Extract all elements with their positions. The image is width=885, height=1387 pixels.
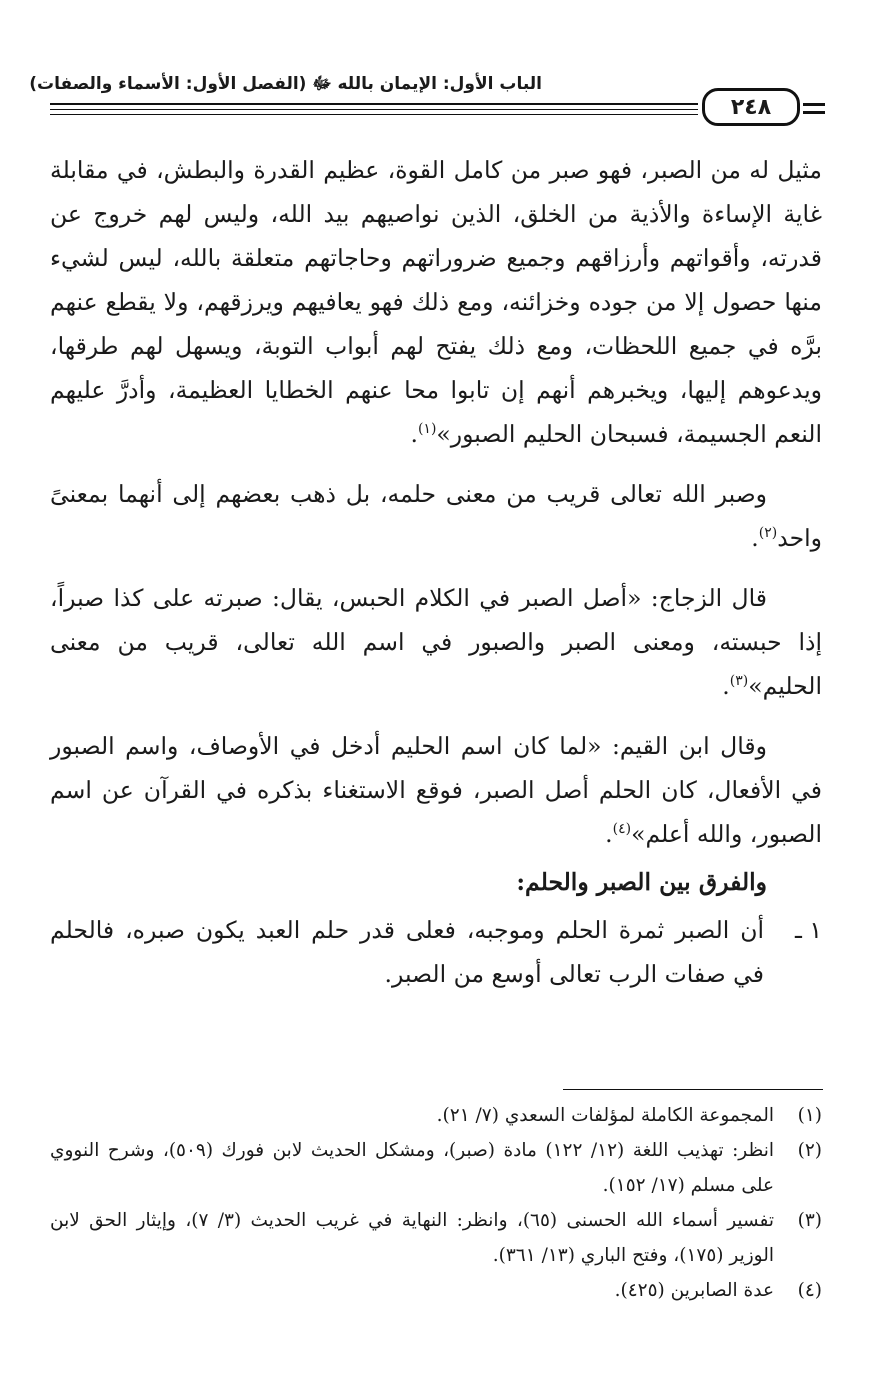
list-item-text: أن الصبر ثمرة الحلم وموجبه، فعلى قدر حلم العبد يكون صبره، فالحلم في صفات الرب تعالى أوسع من الصبر. [50, 916, 764, 988]
paragraph [50, 472, 822, 560]
footnote-number: (١) [797, 1105, 822, 1126]
period: . [751, 524, 759, 552]
footnote [50, 1133, 822, 1203]
period: . [410, 420, 418, 448]
paragraph [50, 576, 822, 708]
paragraph-text: قال الزجاج: «أصل الصبر في الكلام الحبس، يقال: صبرته على كذا صبراً، إذا حبسته، ومعنى الصبر والصبور في اسم الله تعالى، قريب من معنى الحليم» [50, 584, 822, 700]
footnotes [50, 1098, 822, 1308]
footnote-number: (٢) [797, 1140, 822, 1161]
footnote-marker[interactable]: (٣) [729, 673, 749, 690]
footnote [50, 1273, 822, 1308]
period: . [605, 820, 613, 848]
footnote-marker[interactable]: (٢) [758, 525, 778, 542]
footnote-number: (٤) [797, 1280, 822, 1301]
footnote-text: عدة الصابرين (٤٢٥). [614, 1280, 774, 1301]
footnote-separator [563, 1089, 823, 1090]
footnote-marker[interactable]: (٤) [612, 821, 632, 838]
footnote-marker[interactable]: (١) [417, 421, 437, 438]
list-item-number: ١ ـ [795, 916, 822, 944]
footnote-number: (٣) [797, 1210, 822, 1231]
paragraph-text: وقال ابن القيم: «لما كان اسم الحليم أدخل في الأوصاف، واسم الصبور في الأفعال، كان الحلم أصل الصبر، فوقع الاستغناء بذكره في القرآن عن اسم الصبور، والله أعلم» [50, 732, 822, 848]
header-rule [50, 109, 698, 110]
footnote-text: تفسير أسماء الله الحسنى (٦٥)، وانظر: النهاية في غريب الحديث (٣/ ٧)، وإيثار الحق لابن الوزير (١٧٥)، وفتح الباري (١٣/ ٣٦١). [50, 1210, 774, 1266]
main-text [50, 148, 822, 996]
page-number-ornament [803, 103, 825, 106]
period: . [722, 672, 730, 700]
footnote-text: انظر: تهذيب اللغة (١٢/ ١٢٢) مادة (صبر)، ومشكل الحديث لابن فورك (٥٠٩)، وشرح النووي على مسلم (١٧/ ١٥٢). [50, 1140, 774, 1196]
paragraph [50, 148, 822, 456]
footnote [50, 1098, 822, 1133]
page-number-ornament [803, 111, 825, 114]
paragraph-text: مثيل له من الصبر، فهو صبر من كامل القوة، عظيم القدرة والبطش، في مقابلة غاية الإساءة والأذية من الخلق، الذين نواصيهم بيد الله، وليس لهم خروج عن قدرته، وأقواتهم وأرزاقهم وجميع ضروراتهم وحاجاتهم متعلقة بالله، ليس لشيء منها حصول إلا من جوده وخزائنه، ومع ذلك فهو يعافيهم ويرزقهم، ولا يقطع عنهم برَّه في جميع اللحظات، ومع ذلك يفتح لهم أبواب التوبة، ويسهل لهم طرقها، ويدعوهم إليها، ويخبرهم أنهم إن تابوا محا عنهم الخطايا العظيمة، وأدرَّ عليهم النعم الجسيمة، فسبحان الحليم الصبور» [50, 156, 822, 448]
page-number-frame [702, 88, 800, 126]
footnote [50, 1203, 822, 1273]
header-rule [50, 114, 698, 115]
paragraph-text: وصبر الله تعالى قريب من معنى حلمه، بل ذهب بعضهم إلى أنهما بمعنىً واحد [50, 480, 822, 552]
header-rule [50, 103, 698, 105]
list-item [50, 908, 822, 996]
footnote-text: المجموعة الكاملة لمؤلفات السعدي (٧/ ٢١). [436, 1105, 774, 1126]
paragraph [50, 724, 822, 856]
running-header-title: الباب الأول: الإيمان بالله ﷻ (الفصل الأول: الأسماء والصفات) [29, 74, 542, 94]
page-number: ٢٤٨ [730, 94, 772, 120]
section-subheading: والفرق بين الصبر والحلم: [516, 868, 767, 896]
